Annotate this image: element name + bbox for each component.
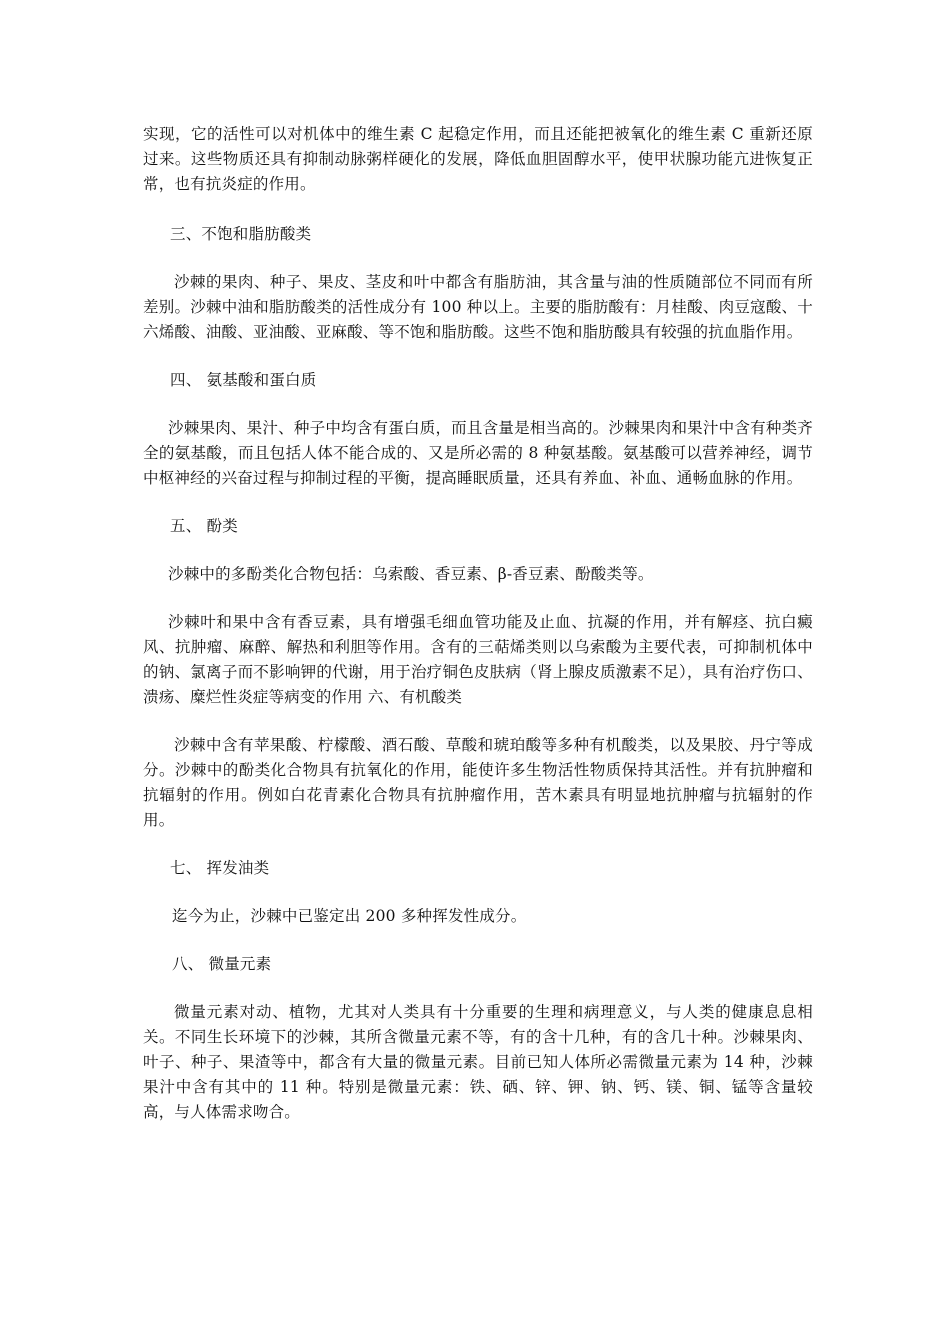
paragraph-trace-elements: 微量元素对动、植物，尤其对人类具有十分重要的生理和病理意义，与人类的健康息息相关。不同生长环境下的沙棘，其所含微量元素不等，有的含十几种，有的含几十种。沙棘果肉、叶子、种子、果渣等中，都含有大量的微量元素。目前已知人体所必需微量元素为 14 种，沙棘果汁中含有其中的 11 种。特别是微量元素：铁、硒、锌、钾、钠、钙、镁、铜、锰等含量较高，与人体需求吻合。 [143, 1003, 813, 1121]
document-body [143, 122, 813, 1125]
heading-volatile-oils: 七、 挥发油类 [170, 859, 270, 877]
paragraph-coumarin: 沙棘叶和果中含有香豆素，具有增强毛细血管功能及止血、抗凝的作用，并有解痉、抗白癜风、抗肿瘤、麻醉、解热和利胆等作用。含有的三萜烯类则以乌索酸为主要代表，可抑制机体中的钠、氯离子而不影响钾的代谢，用于治疗铜色皮肤病（肾上腺皮质激素不足），具有治疗伤口、溃疡、糜烂性炎症等病变的作用 六、有机酸类 [143, 613, 813, 706]
paragraph-volatile-oils: 迄今为止，沙棘中已鉴定出 200 多种挥发性成分。 [172, 907, 527, 925]
paragraph-amino-acids: 沙棘果肉、果汁、种子中均含有蛋白质，而且含量是相当高的。沙棘果肉和果汁中含有种类齐全的氨基酸，而且包括人体不能合成的、又是所必需的 8 种氨基酸。氨基酸可以营养神经，调节中枢神经的兴奋过程与抑制过程的平衡，提高睡眠质量，还具有养血、补血、通畅血脉的作用。 [143, 419, 813, 487]
paragraph-vitamin-c-continuation: 实现，它的活性可以对机体中的维生素 C 起稳定作用，而且还能把被氧化的维生素 C 重新还原过来。这些物质还具有抑制动脉粥样硬化的发展，降低血胆固醇水平，使甲状腺功能亢进恢复正常，也有抗炎症的作用。 [143, 125, 813, 193]
heading-amino-acids-protein: 四、 氨基酸和蛋白质 [170, 371, 317, 389]
paragraph-polyphenols: 沙棘中的多酚类化合物包括：乌索酸、香豆素、β-香豆素、酚酸类等。 [168, 565, 654, 583]
heading-phenols: 五、 酚类 [170, 517, 238, 535]
paragraph-organic-acids: 沙棘中含有苹果酸、柠檬酸、酒石酸、草酸和琥珀酸等多种有机酸类，以及果胶、丹宁等成分。沙棘中的酚类化合物具有抗氧化的作用，能使许多生物活性物质保持其活性。并有抗肿瘤和抗辐射的作用。例如白花青素化合物具有抗肿瘤作用，苦木素具有明显地抗肿瘤与抗辐射的作用。 [143, 736, 813, 829]
paragraph-fatty-acids: 沙棘的果肉、种子、果皮、茎皮和叶中都含有脂肪油，其含量与油的性质随部位不同而有所差别。沙棘中油和脂肪酸类的活性成分有 100 种以上。主要的脂肪酸有：月桂酸、肉豆寇酸、十六烯酸、油酸、亚油酸、亚麻酸、等不饱和脂肪酸。这些不饱和脂肪酸具有较强的抗血脂作用。 [143, 273, 813, 341]
heading-trace-elements: 八、 微量元素 [172, 955, 272, 973]
heading-unsaturated-fatty-acids: 三、不饱和脂肪酸类 [170, 225, 312, 243]
